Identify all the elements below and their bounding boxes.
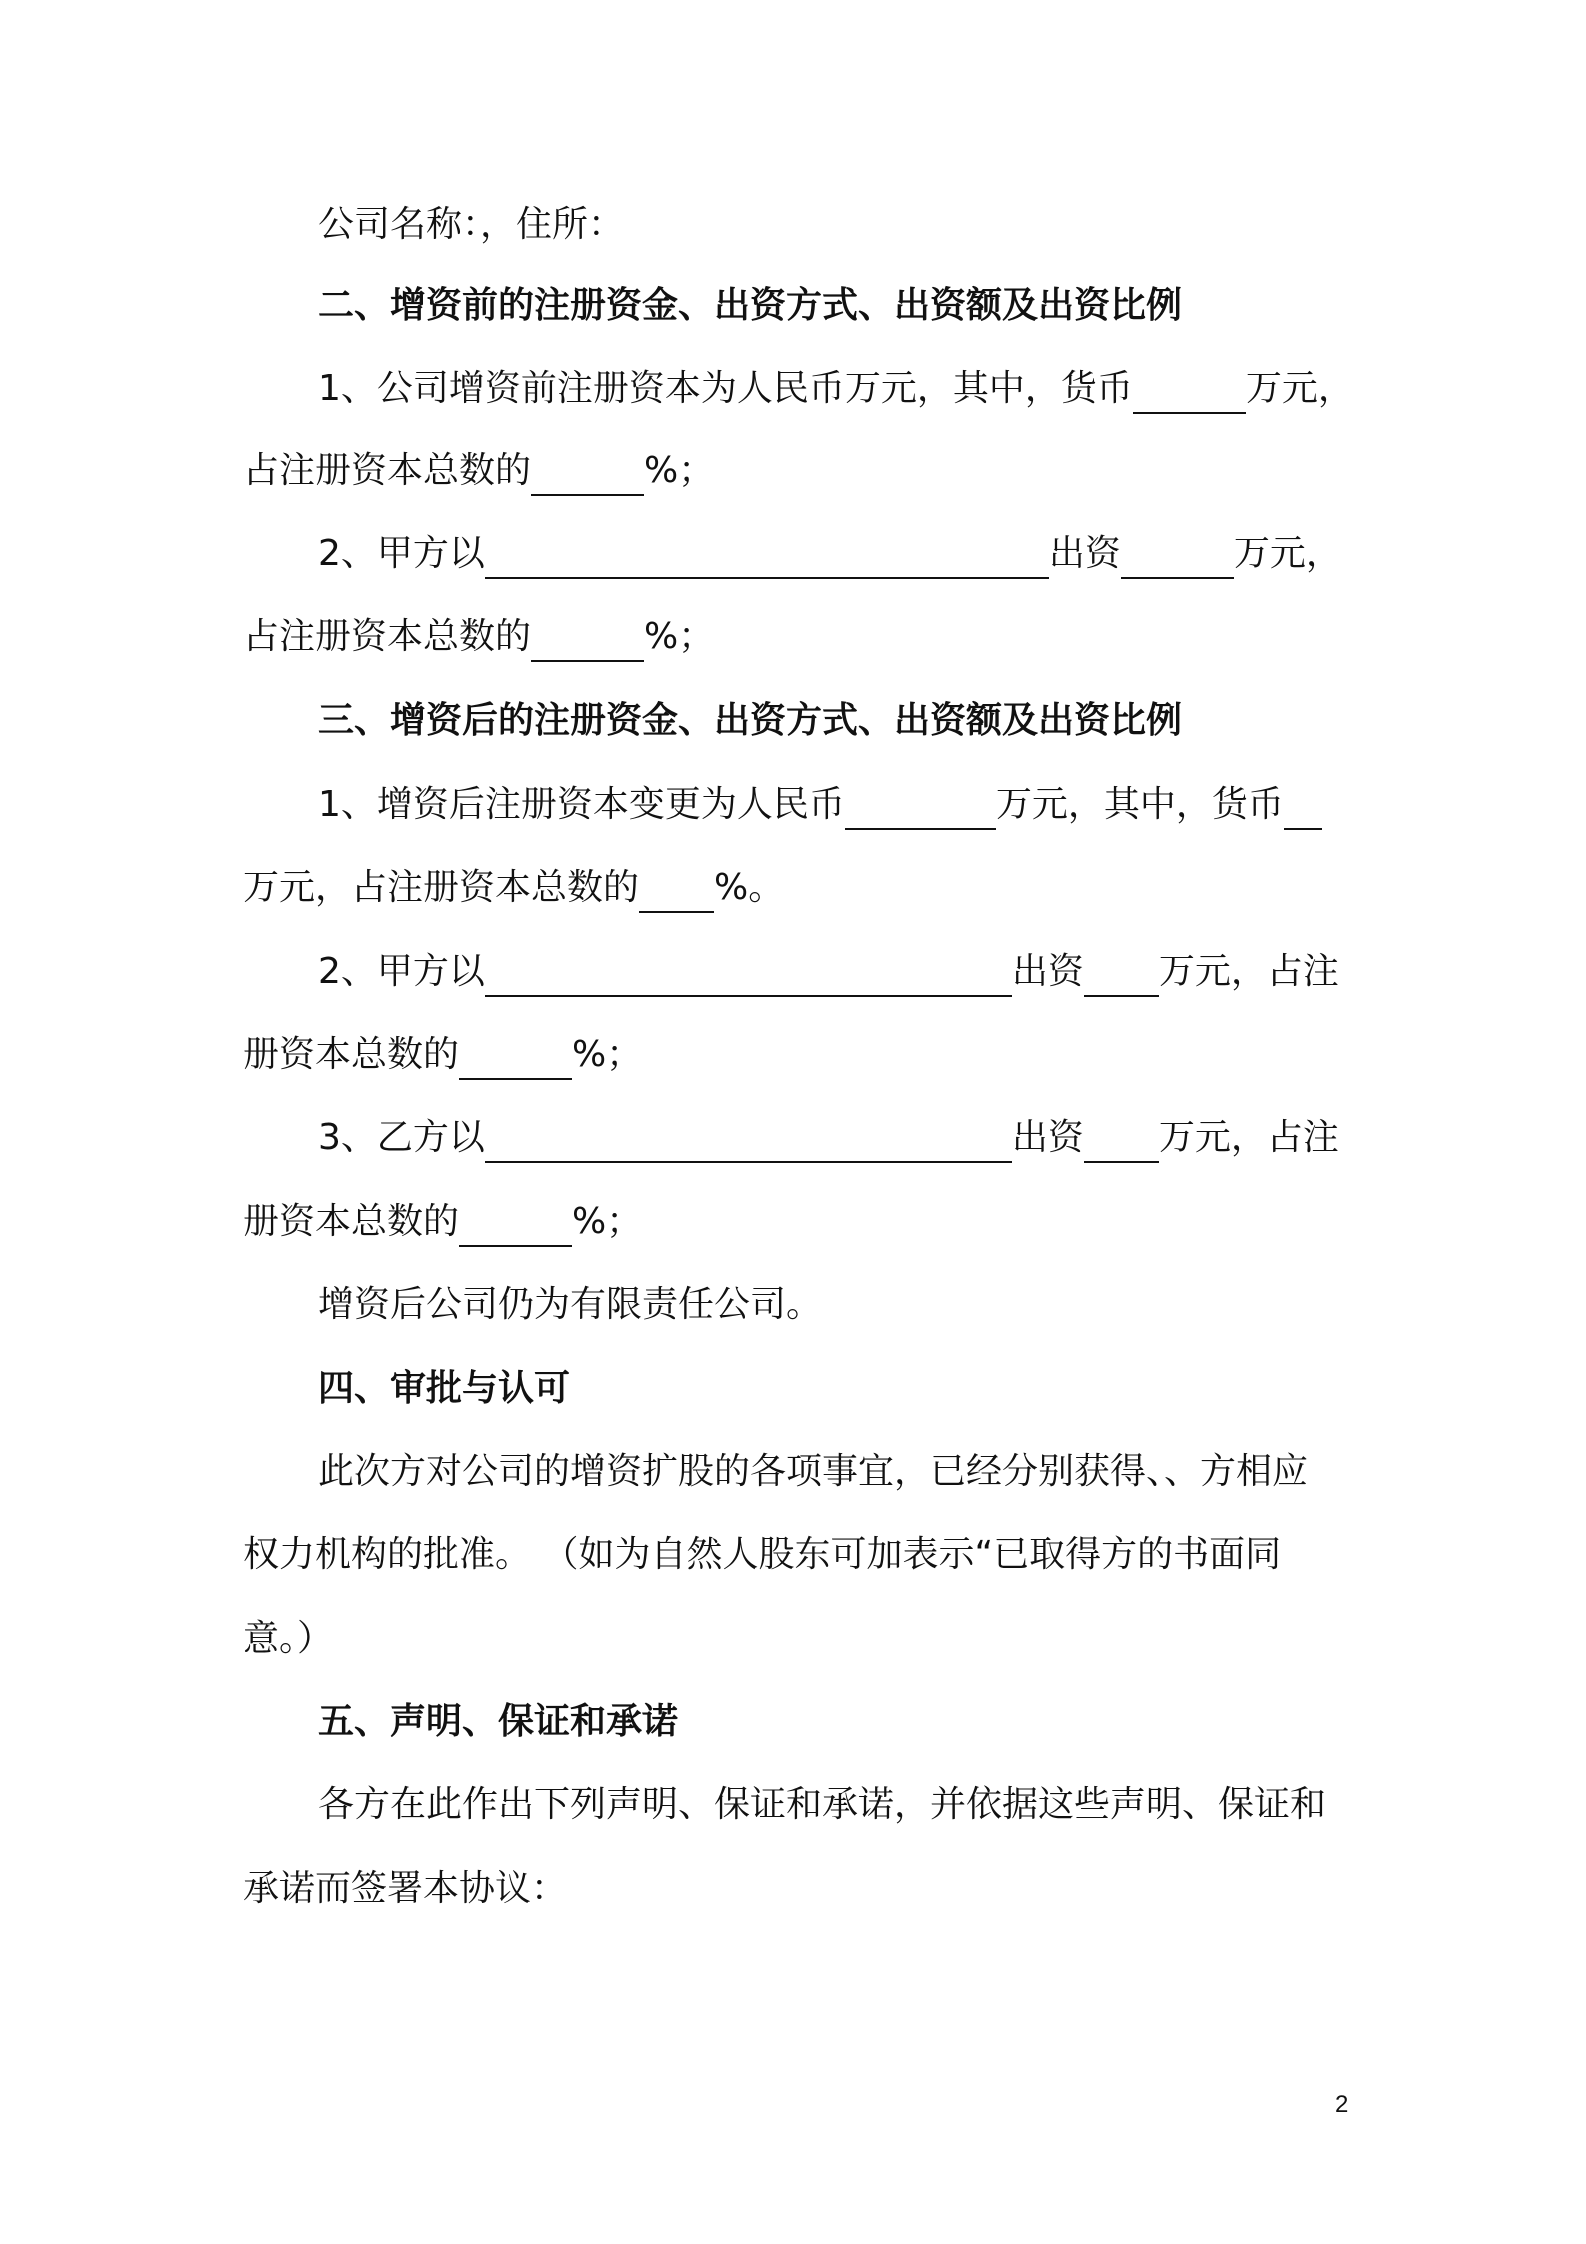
section-heading-3 xyxy=(318,696,1182,746)
blank-field[interactable] xyxy=(1121,539,1234,579)
approval-paragraph-line-1 xyxy=(318,1447,1308,1497)
post-capital-line-2 xyxy=(318,947,1339,997)
heading-text: 四、审批与认可 xyxy=(318,1368,571,1409)
line-text: 意。） xyxy=(243,1618,334,1659)
post-capital-line-2-cont xyxy=(243,1030,642,1080)
line-text: 出资 xyxy=(1011,1117,1084,1158)
line-text: 此次方对公司的增资扩股的各项事宜，已经分别获得、、方相应 xyxy=(318,1451,1309,1492)
blank-field[interactable] xyxy=(1284,790,1322,830)
blank-field[interactable] xyxy=(459,1207,572,1247)
line-text: 万元， xyxy=(1233,533,1342,574)
pre-capital-line-2-cont xyxy=(243,612,714,662)
blank-field[interactable] xyxy=(485,957,1012,997)
line-text: 万元，其中，货币 xyxy=(995,784,1284,825)
blank-field[interactable] xyxy=(1133,374,1246,414)
line-text: 承诺而签署本协议： xyxy=(243,1868,568,1909)
declaration-paragraph-line-1 xyxy=(318,1780,1326,1830)
post-capital-line-3 xyxy=(318,1113,1339,1163)
company-name-address-line xyxy=(318,200,624,250)
line-text: 占注册资本总数的 xyxy=(243,450,532,491)
line-text: 出资 xyxy=(1048,533,1121,574)
line-text: %； xyxy=(644,450,715,491)
post-capital-line-1 xyxy=(318,780,1322,830)
line-text: %； xyxy=(644,616,715,657)
pre-capital-line-1-cont xyxy=(243,446,714,496)
line-text: 1、增资后注册资本变更为人民币 xyxy=(318,784,845,825)
line-text: %； xyxy=(572,1201,643,1242)
line-text: %。 xyxy=(714,867,785,908)
blank-field[interactable] xyxy=(639,873,714,913)
pre-capital-line-2 xyxy=(318,529,1342,579)
heading-text: 二、增资前的注册资金、出资方式、出资额及出资比例 xyxy=(318,285,1183,326)
line-text: 万元，占注 xyxy=(1158,951,1339,992)
blank-field[interactable] xyxy=(485,539,1049,579)
section-heading-2 xyxy=(318,281,1182,331)
blank-field[interactable] xyxy=(459,1040,572,1080)
line-text: 2、甲方以 xyxy=(318,951,485,992)
line-text: 3、乙方以 xyxy=(318,1117,485,1158)
blank-field[interactable] xyxy=(485,1123,1012,1163)
declaration-paragraph-line-2 xyxy=(243,1864,567,1914)
line-text: 占注册资本总数的 xyxy=(243,616,532,657)
blank-field[interactable] xyxy=(1084,1123,1159,1163)
blank-field[interactable] xyxy=(531,456,644,496)
line-text: 各方在此作出下列声明、保证和承诺，并依据这些声明、保证和 xyxy=(318,1784,1327,1825)
line-text: 出资 xyxy=(1011,951,1084,992)
line-text: 增资后公司仍为有限责任公司。 xyxy=(318,1284,823,1325)
heading-text: 三、增资后的注册资金、出资方式、出资额及出资比例 xyxy=(318,700,1183,741)
approval-paragraph-line-3 xyxy=(243,1614,333,1664)
line-text: 册资本总数的 xyxy=(243,1201,460,1242)
heading-text: 五、声明、保证和承诺 xyxy=(318,1701,679,1742)
section-heading-5 xyxy=(318,1697,678,1747)
line-text: %； xyxy=(572,1034,643,1075)
line-text: 万元，占注册资本总数的 xyxy=(243,867,640,908)
blank-field[interactable] xyxy=(1084,957,1159,997)
line-text: 2、甲方以 xyxy=(318,533,485,574)
blank-field[interactable] xyxy=(531,622,644,662)
company-type-line xyxy=(318,1280,822,1330)
post-capital-line-1-cont xyxy=(243,863,784,913)
approval-paragraph-line-2 xyxy=(243,1530,1281,1580)
page-number: 2 xyxy=(1335,2091,1349,2118)
pre-capital-line-1 xyxy=(318,364,1354,414)
line-text: 1、公司增资前注册资本为人民币万元，其中，货币 xyxy=(318,368,1133,409)
blank-field[interactable] xyxy=(845,790,996,830)
line-text: 权力机构的批准。 （如为自然人股东可加表示“已取得方的书面同 xyxy=(243,1534,1282,1575)
line-text: 公司名称：，住所： xyxy=(318,204,625,245)
post-capital-line-3-cont xyxy=(243,1197,642,1247)
section-heading-4 xyxy=(318,1364,570,1414)
line-text: 万元， xyxy=(1245,368,1354,409)
line-text: 万元，占注 xyxy=(1158,1117,1339,1158)
line-text: 册资本总数的 xyxy=(243,1034,460,1075)
